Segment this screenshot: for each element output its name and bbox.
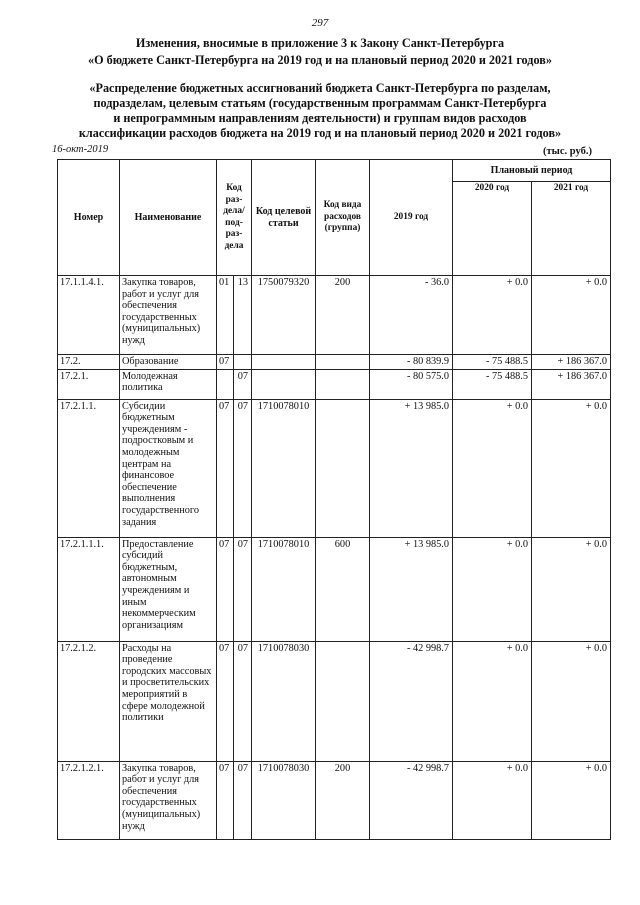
row-2021: + 0.0	[532, 276, 611, 355]
row-podrazdel: 07	[234, 369, 252, 399]
subtitle-line-4: классификации расходов бюджета на 2019 год и на плановый период 2020 и 2021 годов»	[78, 126, 562, 140]
row-target-code: 1710078010	[252, 399, 316, 537]
table-row	[58, 276, 611, 355]
row-2021: + 0.0	[532, 761, 611, 839]
budget-table	[57, 159, 611, 840]
row-2020: + 0.0	[453, 761, 532, 839]
row-2020: - 75 488.5	[453, 355, 532, 370]
row-number: 17.2.1.2.	[58, 641, 120, 761]
row-2019: - 80 575.0	[370, 369, 453, 399]
row-2020: + 0.0	[453, 276, 532, 355]
row-expense-type: 600	[316, 537, 370, 641]
row-expense-type	[316, 369, 370, 399]
row-target-code: 1750079320	[252, 276, 316, 355]
row-2020: - 75 488.5	[453, 369, 532, 399]
row-expense-type	[316, 355, 370, 370]
subtitle-line-2: подразделам, целевым статьям (государственным программам Санкт-Петербурга	[93, 96, 547, 110]
table-row	[58, 369, 611, 399]
header-2021: 2021 год	[532, 182, 611, 276]
row-expense-type	[316, 399, 370, 537]
row-name: Субсидии бюджетным учреждениям - подростковым и молодежным центрам на финансовое обеспечение выполнения государственного задания	[120, 399, 217, 537]
row-2021: + 0.0	[532, 399, 611, 537]
row-2019: + 13 985.0	[370, 537, 453, 641]
row-name: Расходы на проведение городских массовых и просветительских мероприятий в сфере молодежной политики	[120, 641, 217, 761]
row-2020: + 0.0	[453, 641, 532, 761]
row-2019: - 80 839.9	[370, 355, 453, 370]
header-expense-type-code: Код вида расходов (группа)	[316, 160, 370, 276]
row-expense-type	[316, 641, 370, 761]
row-name: Закупка товаров, работ и услуг для обеспечения государственных (муниципальных) нужд	[120, 276, 217, 355]
row-2019: - 42 998.7	[370, 761, 453, 839]
page-number: 297	[311, 17, 329, 29]
header-2019: 2019 год	[370, 160, 453, 276]
row-expense-type: 200	[316, 761, 370, 839]
row-name: Предоставление субсидий бюджетным, автономным учреждениям и иным некоммерческим организациям	[120, 537, 217, 641]
row-razdel: 07	[217, 399, 234, 537]
header-name: Наименование	[120, 160, 217, 276]
row-razdel: 07	[217, 537, 234, 641]
row-number: 17.2.1.	[58, 369, 120, 399]
row-razdel	[217, 369, 234, 399]
header-planned-period: Плановый период	[453, 160, 611, 182]
row-expense-type: 200	[316, 276, 370, 355]
row-number: 17.2.1.2.1.	[58, 761, 120, 839]
document-date: 16-окт-2019	[52, 144, 109, 155]
row-name: Закупка товаров, работ и услуг для обеспечения государственных (муниципальных) нужд	[120, 761, 217, 839]
row-2021: + 186 367.0	[532, 369, 611, 399]
row-number: 17.2.1.1.	[58, 399, 120, 537]
row-podrazdel	[234, 355, 252, 370]
document-title-line-2: «О бюджете Санкт-Петербурга на 2019 год и на плановый период 2020 и 2021 годов»	[88, 53, 552, 67]
row-target-code: 1710078030	[252, 761, 316, 839]
row-razdel: 07	[217, 761, 234, 839]
row-name: Образование	[120, 355, 217, 370]
row-2019: - 42 998.7	[370, 641, 453, 761]
row-2019: + 13 985.0	[370, 399, 453, 537]
subtitle-line-1: «Распределение бюджетных ассигнований бюджета Санкт-Петербурга по разделам,	[89, 81, 551, 95]
row-podrazdel: 07	[234, 641, 252, 761]
row-target-code: 1710078030	[252, 641, 316, 761]
row-target-code	[252, 355, 316, 370]
row-razdel: 01	[217, 276, 234, 355]
row-target-code: 1710078010	[252, 537, 316, 641]
row-name: Молодежная политика	[120, 369, 217, 399]
table-row	[58, 537, 611, 641]
subtitle-line-3: и непрограммным направлениям деятельности) и группам видов расходов	[113, 111, 527, 125]
table-row	[58, 399, 611, 537]
row-number: 17.2.1.1.1.	[58, 537, 120, 641]
row-podrazdel: 07	[234, 761, 252, 839]
table-row	[58, 641, 611, 761]
table-row	[58, 355, 611, 370]
header-number: Номер	[58, 160, 120, 276]
row-podrazdel: 07	[234, 399, 252, 537]
row-number: 17.1.1.4.1.	[58, 276, 120, 355]
row-target-code	[252, 369, 316, 399]
row-2020: + 0.0	[453, 399, 532, 537]
table-row	[58, 761, 611, 839]
row-number: 17.2.	[58, 355, 120, 370]
header-section-code: Код раз-дела/ под-раз-дела	[217, 160, 252, 276]
row-razdel: 07	[217, 355, 234, 370]
document-title-line-1: Изменения, вносимые в приложение 3 к Закону Санкт-Петербурга	[135, 36, 505, 50]
row-2020: + 0.0	[453, 537, 532, 641]
row-podrazdel: 13	[234, 276, 252, 355]
row-2021: + 0.0	[532, 537, 611, 641]
header-2020: 2020 год	[453, 182, 532, 276]
row-2021: + 186 367.0	[532, 355, 611, 370]
row-2019: - 36.0	[370, 276, 453, 355]
row-2021: + 0.0	[532, 641, 611, 761]
header-target-code: Код целевой статьи	[252, 160, 316, 276]
units-label: (тыс. руб.)	[543, 146, 592, 157]
row-razdel: 07	[217, 641, 234, 761]
row-podrazdel: 07	[234, 537, 252, 641]
